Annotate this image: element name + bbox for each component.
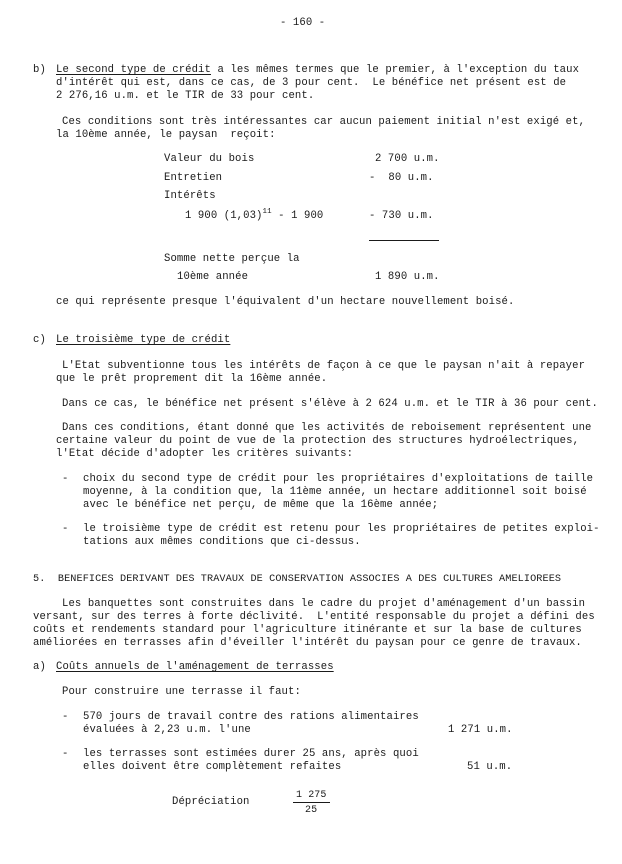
item-2-value: 51 u.m. bbox=[467, 761, 513, 773]
page-number: - 160 - bbox=[280, 17, 326, 29]
section-b-closing: ce qui représente presque l'équivalent d'un hectare nouvellement boisé. bbox=[56, 296, 515, 308]
table-row1-label: Valeur du bois bbox=[164, 153, 255, 165]
section-a-marker: a) bbox=[33, 661, 46, 673]
section-b-marker: b) bbox=[33, 64, 46, 76]
section-5-line3: coûts et rendements standard pour l'agriculture itinérante et sur la base de cultures bbox=[33, 624, 582, 636]
section-b-para1-line2: la 10ème année, le paysan reçoit: bbox=[56, 129, 276, 141]
section-b-title: Le second type de crédit bbox=[56, 64, 211, 76]
item-1-dash: - bbox=[62, 711, 69, 723]
depreciation-label: Dépréciation bbox=[172, 796, 250, 808]
item-1-value: 1 271 u.m. bbox=[448, 724, 513, 736]
section-b-line1 bbox=[56, 64, 579, 77]
bullet-1-line1: choix du second type de crédit pour les propriétaires d'exploitations de taille bbox=[83, 473, 594, 485]
section-c-marker: c) bbox=[33, 334, 46, 346]
section-c-para2: Dans ce cas, le bénéfice net présent s'élève à 2 624 u.m. et le TIR à 36 pour cent. bbox=[62, 398, 598, 410]
sum-rule bbox=[369, 240, 439, 241]
section-a-title: Coûts annuels de l'aménagement de terrasses bbox=[56, 661, 334, 673]
item-2-line2: elles doivent être complètement refaites bbox=[83, 761, 342, 773]
bullet-1-dash: - bbox=[62, 473, 69, 485]
section-c-para3-line3: l'Etat décide d'adopter les critères suivants: bbox=[56, 448, 354, 460]
table-row1-value: 2 700 u.m. bbox=[375, 153, 440, 165]
bullet-2-dash: - bbox=[62, 523, 69, 535]
section-5-line2: versant, sur des terres à forte déclivité. L'entité responsable du projet a défini des bbox=[33, 611, 595, 623]
item-2-dash: - bbox=[62, 748, 69, 760]
table-row4-formula bbox=[185, 210, 323, 223]
item-1-line1: 570 jours de travail contre des rations alimentaires bbox=[83, 711, 419, 723]
table-total-value: 1 890 u.m. bbox=[375, 271, 440, 283]
formula-exponent: 11 bbox=[262, 208, 272, 216]
table-row2-label: Entretien bbox=[164, 172, 223, 184]
formula-rest: - 1 900 bbox=[271, 210, 324, 222]
section-c-para3-line1: Dans ces conditions, étant donné que les activités de reboisement représentent une bbox=[62, 422, 592, 434]
table-row4-value: - 730 u.m. bbox=[369, 210, 434, 222]
bullet-2-line2: tations aux mêmes conditions que ci-dessus. bbox=[83, 536, 361, 548]
section-c-title: Le troisième type de crédit bbox=[56, 334, 231, 346]
section-a-intro: Pour construire une terrasse il faut: bbox=[62, 686, 301, 698]
table-total-label-1: Somme nette perçue la bbox=[164, 253, 300, 265]
section-5-line1: Les banquettes sont construites dans le cadre du projet d'aménagement d'un bassin bbox=[62, 598, 586, 610]
section-c-para1-line2: que le prêt proprement dit la 16ème année. bbox=[56, 373, 328, 385]
section-c-para1-line1: L'Etat subventionne tous les intérêts de façon à ce que le paysan n'ait à repayer bbox=[62, 360, 586, 372]
section-c-para3-line2: certaine valeur du point de vue de la protection des structures hydroélectriques, bbox=[56, 435, 580, 447]
section-b-line1-rest: a les mêmes termes que le premier, à l'exception du taux bbox=[210, 64, 580, 76]
section-5-heading: 5. BENEFICES DERIVANT DES TRAVAUX DE CONSERVATION ASSOCIES A DES CULTURES AMELIOREES bbox=[33, 574, 562, 585]
item-1-line2: évaluées à 2,23 u.m. l'une bbox=[83, 724, 251, 736]
fraction-denominator: 25 bbox=[305, 805, 318, 816]
section-b-para1-line1: Ces conditions sont très intéressantes car aucun paiement initial n'est exigé et, bbox=[62, 116, 586, 128]
section-b-line2: d'intérêt qui est, dans ce cas, de 3 pour cent. Le bénéfice net présent est de bbox=[56, 77, 567, 89]
formula-base: 1 900 (1,03) bbox=[185, 210, 263, 222]
bullet-2-line1: le troisième type de crédit est retenu pour les propriétaires de petites exploi- bbox=[83, 523, 600, 535]
fraction-numerator: 1 275 bbox=[296, 790, 327, 801]
fraction-bar bbox=[293, 802, 330, 803]
table-row3-label: Intérêts bbox=[164, 190, 216, 202]
table-total-label-2: 10ème année bbox=[177, 271, 249, 283]
bullet-1-line3: avec le bénéfice net perçu, de même que la 16ème année; bbox=[83, 499, 439, 511]
bullet-1-line2: moyenne, à la condition que, la 11ème année, un hectare additionnel soit boisé bbox=[83, 486, 587, 498]
section-b-line3: 2 276,16 u.m. et le TIR de 33 pour cent. bbox=[56, 90, 315, 102]
item-2-line1: les terrasses sont estimées durer 25 ans, après quoi bbox=[83, 748, 419, 760]
table-row2-value: - 80 u.m. bbox=[369, 172, 434, 184]
section-5-line4: améliorées en terrasses afin d'éveiller l'intérêt du paysan pour ce genre de travaux. bbox=[33, 637, 582, 649]
